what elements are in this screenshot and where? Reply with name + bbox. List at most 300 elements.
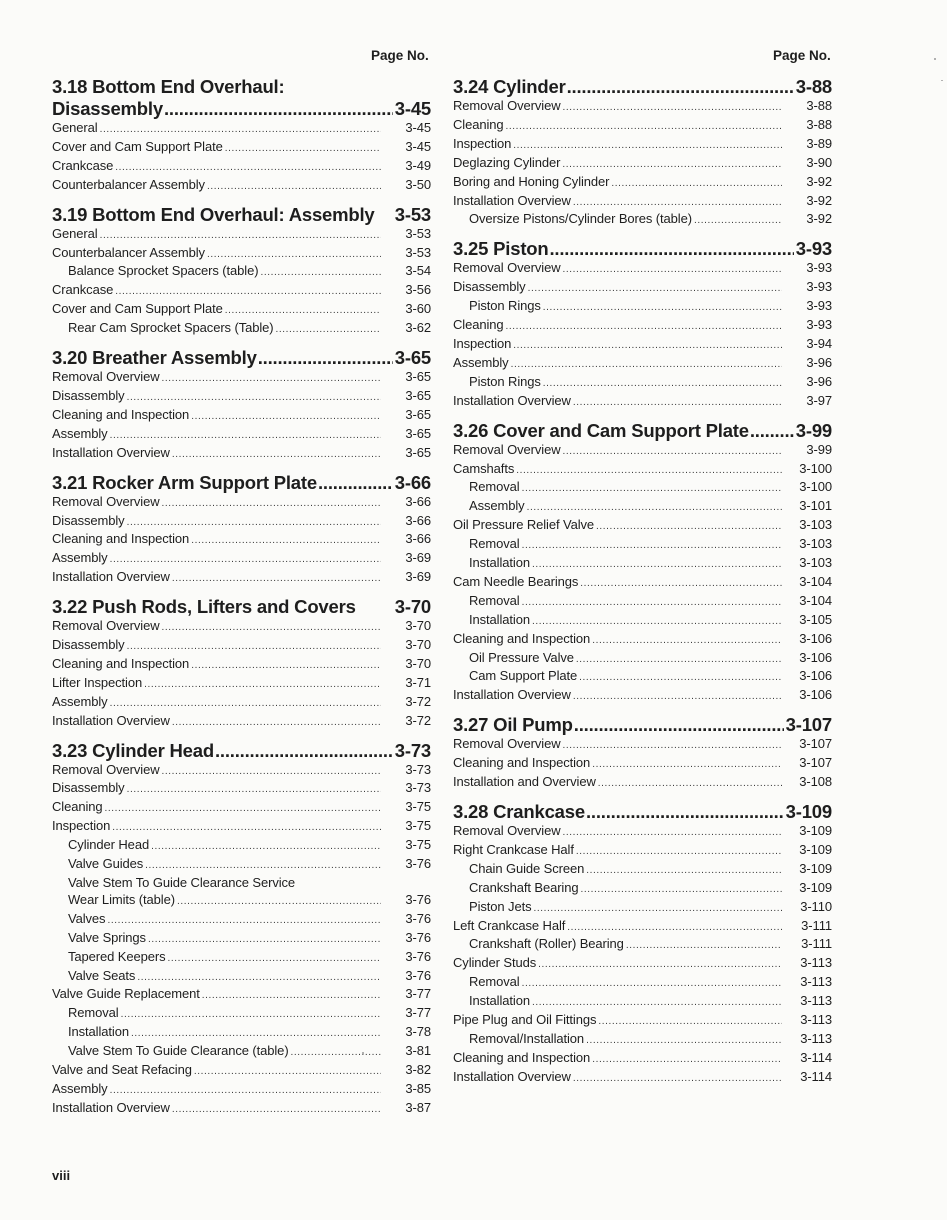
toc-entry-title: Valve Springs [68, 929, 146, 945]
dot-leader [131, 1026, 381, 1043]
dot-leader [516, 463, 782, 480]
toc-entry-title: Piston Rings [469, 298, 541, 314]
toc-entry-page: 3-76 [405, 910, 431, 926]
toc-entry-title: Valve Guide Replacement [52, 986, 200, 1002]
section-page-number: 3-93 [795, 238, 832, 260]
toc-entry[interactable] [52, 226, 431, 245]
toc-entry-page: 3-111 [801, 936, 832, 952]
section-title-text: 3.28 Crankcase [453, 801, 585, 822]
toc-entry[interactable] [52, 675, 431, 694]
toc-entry[interactable] [453, 755, 832, 774]
toc-entry[interactable] [52, 263, 431, 282]
dot-leader [105, 801, 381, 818]
toc-entry[interactable] [453, 298, 832, 317]
section-spacer [52, 339, 431, 347]
dot-leader [506, 119, 782, 136]
toc-entry[interactable] [52, 713, 431, 732]
toc-entry[interactable] [453, 393, 832, 412]
toc-entry-page: 3-113 [800, 993, 832, 1009]
toc-entry-title: Oversize Pistons/Cylinder Bores (table) [469, 211, 692, 227]
toc-entry-title: Cleaning and Inspection [453, 755, 591, 771]
toc-entry[interactable] [453, 668, 832, 687]
dot-leader [562, 157, 782, 174]
toc-entry-title: Assembly [52, 425, 108, 441]
dot-leader [110, 1083, 381, 1100]
toc-entry-page: 3-113 [800, 974, 832, 990]
toc-entry-page: 3-82 [405, 1062, 431, 1078]
toc-entry-title: Rear Cam Sprocket Spacers (Table) [68, 320, 274, 336]
toc-entry[interactable] [453, 336, 832, 355]
toc-entry-title: Crankshaft (Roller) Bearing [469, 936, 624, 952]
dot-leader [191, 533, 381, 550]
toc-entry[interactable] [453, 823, 832, 842]
dot-leader [168, 951, 381, 968]
dot-leader [592, 633, 782, 650]
dot-leader [532, 614, 782, 631]
toc-entry[interactable] [52, 1043, 431, 1062]
toc-entry-page: 3-66 [405, 493, 431, 509]
toc-entry[interactable] [52, 949, 431, 968]
section-title[interactable] [52, 347, 431, 369]
toc-entry-page: 3-76 [405, 891, 431, 907]
toc-entry[interactable] [52, 320, 431, 339]
toc-entry-title: Crankcase [52, 282, 114, 298]
toc-entry[interactable] [52, 875, 431, 892]
dot-leader [579, 670, 782, 687]
toc-entry-page: 3-106 [799, 687, 832, 703]
toc-entry[interactable] [453, 461, 832, 480]
section-spacer [52, 588, 431, 596]
toc-entry[interactable] [453, 880, 832, 899]
toc-entry[interactable] [453, 174, 832, 193]
toc-entry-page: 3-101 [799, 498, 832, 514]
toc-entry-title: Counterbalancer Assembly [52, 244, 205, 260]
toc-entry[interactable] [52, 426, 431, 445]
toc-entry[interactable] [453, 355, 832, 374]
toc-entry[interactable] [52, 531, 431, 550]
dot-leader [567, 920, 782, 937]
toc-entry-page: 3-109 [799, 879, 832, 895]
toc-entry[interactable] [52, 968, 431, 987]
toc-entry[interactable] [52, 550, 431, 569]
toc-entry-page: 3-96 [806, 354, 832, 370]
section-title[interactable] [453, 714, 832, 736]
toc-entry-page: 3-54 [405, 263, 431, 279]
toc-entry-page: 3-75 [405, 818, 431, 834]
toc-entry-title: Removal [469, 974, 520, 990]
toc-entry[interactable] [453, 861, 832, 880]
dot-leader [207, 247, 381, 264]
toc-entry-page: 3-73 [405, 761, 431, 777]
toc-entry-page: 3-99 [806, 441, 832, 457]
toc-entry-page: 3-69 [405, 569, 431, 585]
toc-entry-page: 3-109 [799, 841, 832, 857]
toc-entry-page: 3-106 [799, 668, 832, 684]
toc-entry[interactable] [453, 899, 832, 918]
toc-entry-page: 3-93 [806, 279, 832, 295]
toc-entry[interactable] [453, 479, 832, 498]
toc-list-right [453, 76, 832, 1088]
dot-leader [100, 122, 381, 139]
toc-entry[interactable] [453, 993, 832, 1012]
toc-entry[interactable] [52, 762, 431, 781]
toc-entry[interactable] [453, 1031, 832, 1050]
dot-leader [194, 1064, 381, 1081]
dot-leader [586, 863, 782, 880]
toc-entry-page: 3-45 [405, 120, 431, 135]
toc-entry[interactable] [453, 98, 832, 117]
scan-speck [941, 80, 943, 81]
toc-entry-page: 3-70 [405, 618, 431, 634]
toc-entry-page: 3-107 [799, 755, 832, 771]
section-page-number: 3-65 [394, 347, 431, 369]
toc-entry-title: Installation and Overview [453, 774, 596, 790]
toc-entry-title: Deglazing Cylinder [453, 154, 561, 170]
toc-entry[interactable] [52, 369, 431, 388]
dot-leader [112, 820, 381, 837]
dot-leader [172, 571, 381, 588]
toc-entry[interactable] [453, 193, 832, 212]
toc-entry[interactable] [453, 631, 832, 650]
dot-leader [162, 620, 382, 637]
dot-leader [110, 696, 381, 713]
toc-entry-page: 3-45 [405, 138, 431, 154]
toc-entry-title: Chain Guide Screen [469, 860, 585, 876]
toc-entry[interactable] [453, 774, 832, 793]
toc-entry-page: 3-72 [405, 693, 431, 709]
dot-leader [258, 347, 393, 369]
toc-entry[interactable] [52, 892, 431, 911]
toc-entry-page: 3-109 [799, 860, 832, 876]
toc-entry[interactable] [52, 569, 431, 588]
toc-entry-title: Removal Overview [453, 260, 561, 276]
toc-entry[interactable] [453, 955, 832, 974]
toc-entry[interactable] [52, 911, 431, 930]
toc-entry-title: Installation Overview [52, 444, 170, 460]
toc-entry[interactable] [453, 593, 832, 612]
toc-entry-page: 3-114 [800, 1049, 832, 1065]
toc-entry[interactable] [453, 442, 832, 461]
toc-entry[interactable] [453, 974, 832, 993]
dot-leader [598, 1014, 782, 1031]
toc-entry-title: Removal [469, 536, 520, 552]
section-title-text: 3.25 Piston [453, 238, 549, 260]
dot-leader [543, 376, 782, 393]
toc-entry[interactable] [52, 780, 431, 799]
toc-entry[interactable] [52, 177, 431, 196]
dot-leader [215, 740, 393, 762]
toc-entry-title: Removal Overview [52, 618, 160, 634]
toc-entry-title: Cleaning [52, 799, 103, 815]
toc-entry-title: Installation Overview [52, 1099, 170, 1115]
page-no-heading-left: Page No. [371, 48, 429, 63]
dot-leader [576, 844, 782, 861]
section-title[interactable] [52, 596, 431, 618]
toc-entry[interactable] [453, 1050, 832, 1069]
toc-entry[interactable] [453, 536, 832, 555]
toc-entry-title: Assembly [52, 693, 108, 709]
dot-leader [207, 179, 381, 196]
toc-entry-title: General [52, 225, 98, 241]
dot-leader [549, 238, 793, 260]
dot-leader [107, 913, 381, 930]
toc-entry-page: 3-93 [806, 260, 832, 276]
toc-entry-title: Removal Overview [453, 441, 561, 457]
toc-entry-page: 3-77 [405, 1005, 431, 1021]
toc-entry[interactable] [52, 139, 431, 158]
toc-entry[interactable] [453, 374, 832, 393]
toc-entry[interactable] [52, 986, 431, 1005]
section-page-number: 3-45 [394, 98, 431, 119]
toc-entry[interactable] [52, 120, 431, 139]
dot-leader [592, 1052, 782, 1069]
dot-leader [527, 500, 782, 517]
toc-entry-page: 3-104 [799, 592, 832, 608]
toc-entry[interactable] [52, 837, 431, 856]
toc-section [453, 230, 832, 411]
toc-entry-page: 3-90 [806, 154, 832, 170]
toc-entry-title: Lifter Inspection [52, 674, 143, 690]
toc-entry-title: Removal Overview [453, 823, 561, 838]
toc-entry-title: Removal [469, 592, 520, 608]
dot-leader [276, 322, 381, 339]
toc-entry[interactable] [453, 1069, 832, 1088]
toc-entry[interactable] [52, 818, 431, 837]
toc-entry-title: Removal [68, 1005, 119, 1021]
toc-entry-page: 3-109 [799, 823, 832, 838]
toc-entry[interactable] [52, 513, 431, 532]
toc-entry[interactable] [453, 574, 832, 593]
section-page-number: 3-107 [785, 714, 832, 736]
section-spacer [52, 732, 431, 740]
toc-entry-page: 3-113 [800, 1030, 832, 1046]
dot-leader [172, 447, 381, 464]
toc-entry-title: Removal Overview [52, 761, 160, 777]
toc-entry-title: Valve Stem To Guide Clearance (table) [68, 1043, 289, 1059]
section-title[interactable] [52, 76, 431, 98]
toc-entry-page: 3-94 [806, 335, 832, 351]
toc-entry[interactable] [453, 117, 832, 136]
section-title-text: 3.21 Rocker Arm Support Plate [52, 471, 317, 493]
toc-entry[interactable] [453, 650, 832, 669]
toc-entry-page: 3-111 [801, 917, 832, 933]
section-spacer [52, 196, 431, 204]
toc-entry-title: Left Crankcase Half [453, 917, 566, 933]
toc-entry-page: 3-85 [405, 1080, 431, 1096]
dot-leader [563, 825, 783, 842]
toc-entry[interactable] [52, 618, 431, 637]
dot-leader [576, 652, 782, 669]
toc-entry[interactable] [52, 694, 431, 713]
toc-entry[interactable] [52, 799, 431, 818]
toc-section [453, 412, 832, 707]
toc-entry-page: 3-92 [806, 211, 832, 227]
dot-leader [260, 265, 381, 282]
toc-entry[interactable] [453, 612, 832, 631]
toc-entry[interactable] [52, 656, 431, 675]
section-spacer [52, 464, 431, 472]
dot-leader [177, 894, 381, 911]
toc-entry-page: 3-107 [799, 736, 832, 752]
toc-entry-title: Installation [469, 993, 530, 1009]
dot-leader [611, 176, 782, 193]
section-title[interactable] [52, 740, 431, 762]
section-title-text: 3.26 Cover and Cam Support Plate [453, 419, 749, 441]
toc-section [52, 464, 431, 589]
section-title[interactable] [453, 801, 832, 823]
toc-entry[interactable] [453, 936, 832, 955]
dot-leader [596, 519, 782, 536]
dot-leader [573, 1071, 782, 1088]
toc-entry[interactable] [453, 517, 832, 536]
toc-entry-title: Balance Sprocket Spacers (table) [68, 263, 259, 279]
toc-entry-page: 3-103 [799, 536, 832, 552]
toc-entry-page: 3-88 [806, 116, 832, 132]
toc-entry[interactable] [52, 637, 431, 656]
toc-entry[interactable] [453, 555, 832, 574]
toc-entry[interactable] [453, 687, 832, 706]
toc-entry-title: Removal [469, 479, 520, 495]
toc-entry[interactable] [453, 279, 832, 298]
toc-entry-page: 3-50 [405, 176, 431, 192]
toc-entry-page: 3-97 [806, 392, 832, 408]
toc-entry[interactable] [52, 407, 431, 426]
toc-section [52, 339, 431, 464]
toc-entry[interactable] [52, 1024, 431, 1043]
dot-leader [115, 160, 381, 177]
dot-leader [592, 757, 782, 774]
toc-entry[interactable] [52, 388, 431, 407]
toc-section [453, 793, 832, 1088]
dot-leader [225, 141, 381, 158]
dot-leader [172, 1102, 381, 1119]
toc-entry-page: 3-56 [405, 282, 431, 298]
toc-entry[interactable] [52, 301, 431, 320]
toc-entry-title: Oil Pressure Relief Valve [453, 517, 595, 533]
toc-entry[interactable] [52, 494, 431, 513]
toc-entry-title: Crankshaft Bearing [469, 879, 579, 895]
section-title[interactable] [453, 76, 832, 98]
toc-list-left [52, 76, 431, 1119]
toc-entry-title: Valve Seats [68, 967, 136, 983]
toc-entry-title: Inspection [52, 818, 111, 834]
toc-entry-page: 3-103 [799, 517, 832, 533]
toc-entry[interactable] [453, 1012, 832, 1031]
toc-entry[interactable] [453, 736, 832, 755]
toc-entry-page: 3-87 [405, 1099, 431, 1115]
dot-leader [191, 658, 381, 675]
toc-entry-page: 3-66 [405, 512, 431, 528]
toc-entry[interactable] [453, 842, 832, 861]
toc-entry[interactable] [52, 1062, 431, 1081]
toc-entry[interactable] [52, 1100, 431, 1119]
toc-entry-title: Oil Pressure Valve [469, 649, 574, 665]
section-title[interactable] [453, 420, 832, 442]
toc-entry-page: 3-53 [405, 225, 431, 241]
section-page-number: 3-109 [785, 801, 832, 822]
toc-entry-title: Inspection [453, 135, 512, 151]
dot-leader [127, 782, 381, 799]
toc-section [52, 76, 431, 196]
toc-entry[interactable] [453, 260, 832, 279]
toc-entry-page: 3-93 [806, 317, 832, 333]
toc-entry[interactable] [52, 282, 431, 301]
scan-speck [934, 58, 936, 60]
dot-leader [318, 472, 393, 494]
toc-entry-title: Cam Support Plate [469, 668, 578, 684]
section-title[interactable] [453, 238, 832, 260]
section-spacer [453, 412, 832, 420]
toc-entry[interactable] [52, 1081, 431, 1100]
section-page-number: 3-53 [394, 203, 431, 225]
toc-entry-page: 3-62 [405, 320, 431, 336]
dot-leader [543, 300, 782, 317]
toc-entry-page: 3-76 [405, 948, 431, 964]
toc-entry-title: Disassembly [52, 637, 125, 653]
dot-leader [573, 195, 782, 212]
toc-entry-page: 3-114 [800, 1068, 832, 1084]
toc-entry[interactable] [453, 155, 832, 174]
toc-entry[interactable] [52, 856, 431, 875]
toc-entry-title: Removal Overview [52, 369, 160, 385]
toc-entry-page: 3-108 [799, 774, 832, 790]
section-title-continued[interactable] [52, 98, 431, 120]
toc-entry-page: 3-88 [806, 98, 832, 113]
toc-entry[interactable] [453, 317, 832, 336]
dot-leader [563, 262, 783, 279]
toc-entry[interactable] [453, 136, 832, 155]
toc-entry-title: Camshafts [453, 460, 515, 476]
toc-entry-title: Installation Overview [453, 687, 571, 703]
section-title-text: 3.18 Bottom End Overhaul: [52, 76, 285, 97]
dot-leader [115, 284, 381, 301]
toc-entry[interactable] [52, 1005, 431, 1024]
toc-entry[interactable] [453, 918, 832, 937]
toc-entry[interactable] [453, 211, 832, 230]
toc-entry-page: 3-106 [799, 630, 832, 646]
toc-entry-page: 3-96 [806, 373, 832, 389]
dot-leader [586, 801, 784, 823]
section-title[interactable] [52, 204, 431, 226]
dot-leader [532, 995, 782, 1012]
toc-entry-page: 3-60 [405, 301, 431, 317]
toc-entry[interactable] [52, 445, 431, 464]
toc-entry[interactable] [52, 158, 431, 177]
toc-entry[interactable] [52, 930, 431, 949]
toc-entry-page: 3-73 [405, 780, 431, 796]
section-title-text-line2: Disassembly [52, 98, 163, 119]
section-page-number: 3-73 [394, 739, 431, 761]
toc-entry-title: Assembly [469, 498, 525, 514]
dot-leader [522, 481, 782, 498]
toc-entry-page: 3-105 [799, 611, 832, 627]
toc-entry-title: Boring and Honing Cylinder [453, 173, 610, 189]
dot-leader [522, 595, 782, 612]
toc-section [453, 76, 832, 230]
toc-entry-page: 3-65 [405, 369, 431, 385]
toc-entry[interactable] [453, 498, 832, 517]
toc-entry[interactable] [52, 245, 431, 264]
toc-entry-title: Disassembly [52, 780, 125, 796]
toc-entry-title: General [52, 120, 98, 135]
dot-leader [522, 976, 782, 993]
toc-entry-title: Cleaning and Inspection [52, 406, 190, 422]
toc-section [52, 588, 431, 731]
section-title[interactable] [52, 472, 431, 494]
toc-entry-title: Crankcase [52, 157, 114, 173]
toc-entry-title: Cleaning and Inspection [52, 531, 190, 547]
dot-leader [574, 714, 784, 736]
